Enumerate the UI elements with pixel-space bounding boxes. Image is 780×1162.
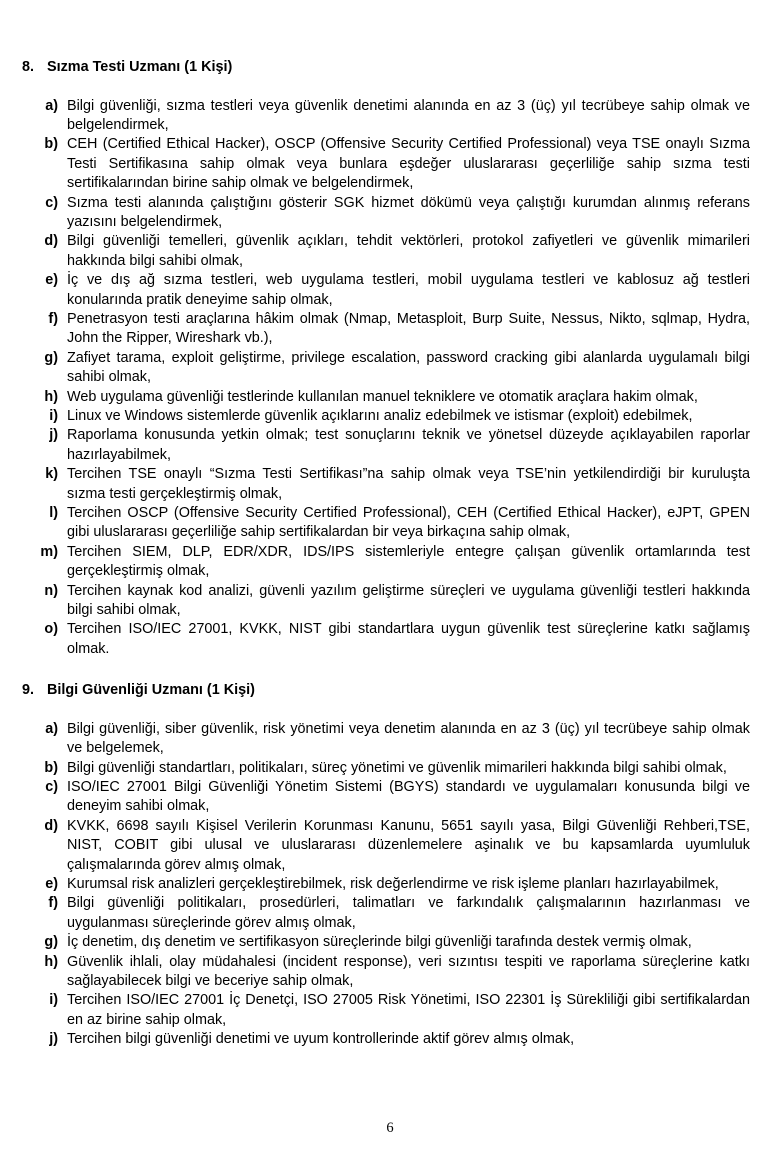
list-item-text: Sızma testi alanında çalıştığını gösterir SGK hizmet dökümü veya çalıştığı kurumdan alınmış referans yazısını belgelendirmek,: [67, 194, 750, 230]
document-section: [22, 681, 750, 1049]
list-item: [22, 620, 750, 659]
list-item: [22, 135, 750, 193]
list-item-text: İç ve dış ağ sızma testleri, web uygulama testleri, mobil uygulama testleri ve kablosuz ağ testleri konularında pratik deneyime sahip olmak,: [67, 272, 750, 308]
list-item-text: Kurumsal risk analizleri gerçekleştirebilmek, risk değerlendirme ve risk işleme planları hazırlayabilmek,: [67, 876, 719, 893]
list-item: [22, 426, 750, 465]
list-item-text: İç denetim, dış denetim ve sertifikasyon süreçlerinde bilgi güvenliği tarafında destek vermiş olmak,: [67, 934, 692, 951]
list-item: [22, 933, 750, 952]
list-item-marker: b): [44, 136, 58, 153]
section-number: 8.: [22, 59, 35, 75]
section-title: Sızma Testi Uzmanı (1 Kişi): [47, 59, 233, 75]
requirement-list: [22, 97, 750, 660]
list-item-marker: b): [44, 759, 58, 776]
list-item-marker: i): [49, 992, 58, 1009]
list-item: [22, 582, 750, 621]
requirement-list: [22, 720, 750, 1050]
list-item: [22, 271, 750, 310]
list-item-text: Penetrasyon testi araçlarına hâkim olmak (Nmap, Metasploit, Burp Suite, Nessus, Nikto, sqlmap, Hydra, John the Ripper, Wireshark vb.),: [67, 310, 750, 347]
list-item-text: Tercihen TSE onaylı “Sızma Testi Sertifikası”na sahip olmak veya TSE’nin yetkilendirdiği bir kuruluşta sızma testi gerçekleştirmiş olmak,: [67, 466, 750, 502]
list-item-text: Tercihen bilgi güvenliği denetimi ve uyum kontrollerinde aktif görev almış olmak,: [67, 1031, 575, 1048]
list-item-text: Tercihen OSCP (Offensive Security Certified Professional), CEH (Certified Ethical Hacker), eJPT, GPEN gibi uluslararası geçerliliğe sahip sertifikalardan bir veya birkaçına sahip olmak,: [67, 505, 750, 541]
list-item-marker: e): [45, 876, 58, 893]
list-item-marker: m): [40, 543, 58, 560]
list-item: [22, 194, 750, 233]
list-item-text: Bilgi güvenliği standartları, politikaları, süreç yönetimi ve güvenlik mimarileri hakkında bilgi sahibi olmak,: [67, 759, 727, 776]
list-item-text: Tercihen ISO/IEC 27001 İç Denetçi, ISO 27005 Risk Yönetimi, ISO 22301 İş Sürekliliği gibi sertifikalardan en az birine sahip olmak,: [67, 992, 750, 1028]
list-item-text: KVKK, 6698 sayılı Kişisel Verilerin Korunması Kanunu, 5651 sayılı yasa, Bilgi Güvenliği Rehberi,TSE, NIST, COBIT gibi ulusal ve uluslararası düzenlemelere aşinalık ve bu kapsamlarda uyumluluk çalışmalarında görev almış olmak,: [67, 817, 750, 873]
list-item-marker: l): [49, 505, 58, 522]
list-item-marker: n): [44, 582, 58, 599]
list-item-text: Tercihen kaynak kod analizi, güvenli yazılım geliştirme süreçleri ve uygulama güvenliği testleri hakkında bilgi sahibi olmak,: [67, 582, 750, 619]
list-item: [22, 504, 750, 543]
list-item-text: Raporlama konusunda yetkin olmak; test sonuçlarını teknik ve yönetsel düzeyde açıklayabilen raporlar hazırlayabilmek,: [67, 427, 750, 463]
list-item-text: Bilgi güvenliği temelleri, güvenlik açıkları, tehdit vektörleri, protokol zafiyetleri ve güvenlik mimarileri hakkında bilgi sahibi olmak,: [67, 233, 750, 269]
list-item: [22, 991, 750, 1030]
list-item-text: CEH (Certified Ethical Hacker), OSCP (Offensive Security Certified Professional) veya TSE onaylı Sızma Testi Sertifikasına sahip olmak veya bunlara eşdeğer uluslararası geçerliliğe sahip sızma testi sertifikalarından birine sahip olmak ve belgelendirmek,: [67, 136, 750, 192]
list-item-text: Tercihen ISO/IEC 27001, KVKK, NIST gibi standartlara uygun güvenlik test süreçlerine katkı sağlamış olmak.: [67, 621, 750, 657]
section-number: 9.: [22, 682, 35, 699]
list-item: [22, 778, 750, 817]
list-item-marker: g): [44, 349, 58, 366]
list-item-marker: d): [44, 817, 58, 834]
list-item: [22, 97, 750, 136]
list-item: [22, 465, 750, 504]
section-heading: [22, 58, 750, 78]
list-item-marker: j): [49, 427, 58, 444]
list-item-text: Tercihen SIEM, DLP, EDR/XDR, IDS/IPS sistemleriyle entegre çalışan güvenlik ortamlarında test gerçekleştirmiş olmak,: [67, 543, 750, 580]
list-item: [22, 388, 750, 407]
list-item: [22, 817, 750, 875]
list-item: [22, 232, 750, 271]
list-item-marker: f): [48, 895, 58, 912]
list-item-marker: k): [45, 466, 58, 483]
list-item-marker: a): [45, 97, 58, 114]
list-item: [22, 407, 750, 426]
list-item-text: Bilgi güvenliği, siber güvenlik, risk yönetimi veya denetim alanında en az 3 (üç) yıl tecrübeye sahip olmak ve belgelemek,: [67, 720, 750, 757]
list-item-text: Zafiyet tarama, exploit geliştirme, privilege escalation, password cracking gibi alanlarda uygulamalı bilgi sahibi olmak,: [67, 349, 750, 386]
section-heading: [22, 681, 750, 701]
list-item-text: Web uygulama güvenliği testlerinde kullanılan manuel tekniklere ve otomatik araçlara hakim olmak,: [67, 388, 698, 405]
list-item: [22, 543, 750, 582]
document-section: [22, 58, 750, 659]
list-item-marker: h): [44, 953, 58, 970]
list-item: [22, 1030, 750, 1049]
list-item-marker: o): [44, 621, 58, 638]
list-item-marker: a): [45, 720, 58, 737]
list-item-marker: g): [44, 934, 58, 951]
list-item-marker: f): [48, 310, 58, 327]
list-item-marker: j): [49, 1031, 58, 1048]
list-item-marker: c): [45, 779, 58, 795]
list-item: [22, 310, 750, 349]
list-item-marker: e): [45, 272, 58, 289]
list-item: [22, 720, 750, 759]
list-item-marker: c): [45, 194, 58, 211]
list-item-text: Bilgi güvenliği politikaları, prosedürleri, talimatları ve farkındalık çalışmalarının hazırlanması ve uygulanması süreçlerinde görev almış olmak,: [67, 895, 750, 931]
list-item-marker: h): [44, 388, 58, 405]
list-item: [22, 759, 750, 778]
list-item-text: Güvenlik ihlali, olay müdahalesi (incident response), veri sızıntısı tespiti ve raporlama süreçlerine katkı sağlayabilecek bilgi ve beceriye sahip olmak,: [67, 953, 750, 990]
list-item-text: Linux ve Windows sistemlerde güvenlik açıklarını analiz edebilmek ve istismar (exploit) edebilmek,: [67, 408, 693, 424]
list-item-text: Bilgi güvenliği, sızma testleri veya güvenlik denetimi alanında en az 3 (üç) yıl tecrübeye sahip olmak ve belgelendirmek,: [67, 97, 750, 133]
list-item: [22, 349, 750, 388]
list-item: [22, 953, 750, 992]
list-item-marker: i): [49, 408, 58, 424]
section-title: Bilgi Güvenliği Uzmanı (1 Kişi): [47, 682, 255, 699]
list-item: [22, 894, 750, 933]
list-item: [22, 875, 750, 894]
list-item-marker: d): [44, 233, 58, 250]
list-item-text: ISO/IEC 27001 Bilgi Güvenliği Yönetim Sistemi (BGYS) standardı ve uygulamaları konusunda bilgi ve deneyim sahibi olmak,: [67, 779, 750, 815]
document-body: [22, 58, 750, 1050]
page-number: 6: [386, 1120, 394, 1136]
